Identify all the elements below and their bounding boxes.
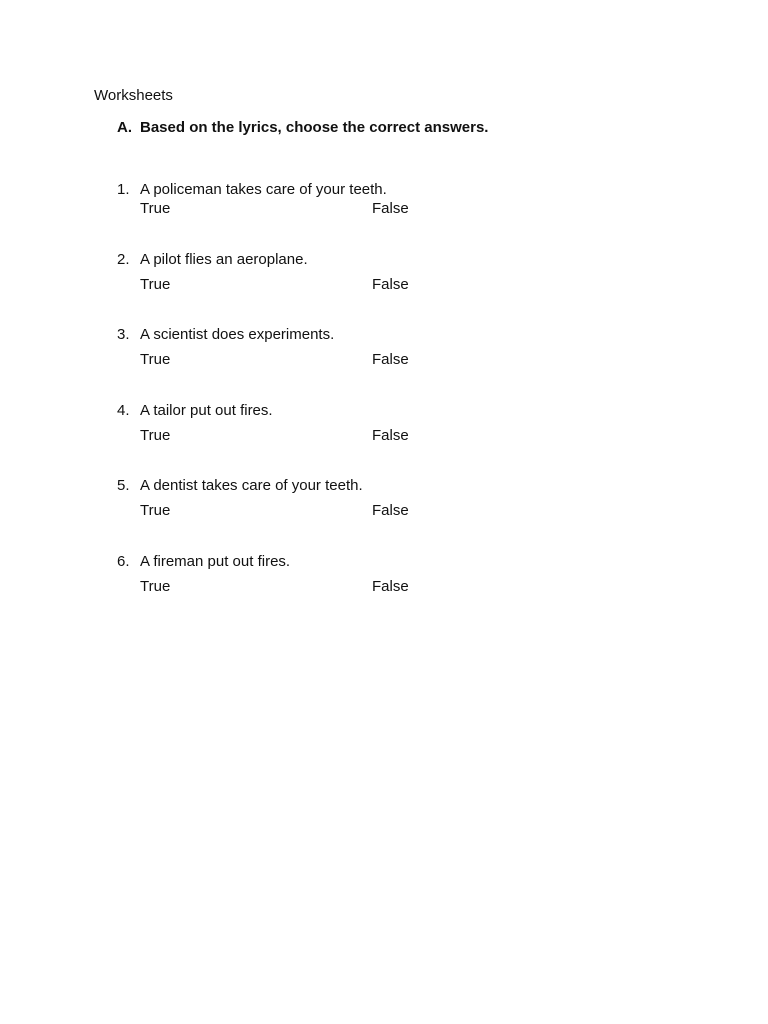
- question-text: A scientist does experiments.: [140, 326, 335, 343]
- option-false[interactable]: False: [372, 427, 409, 444]
- question-line: [117, 477, 363, 495]
- question-line: [117, 402, 273, 420]
- option-true[interactable]: True: [140, 200, 171, 217]
- question-line: [117, 251, 308, 269]
- question-number: 4.: [117, 402, 130, 419]
- option-true[interactable]: True: [140, 351, 171, 368]
- option-true[interactable]: True: [140, 578, 171, 595]
- question-item: [117, 326, 409, 369]
- question-item: [117, 251, 409, 294]
- question-text: A policeman takes care of your teeth.: [140, 181, 387, 198]
- answer-options: [117, 427, 409, 445]
- option-false[interactable]: False: [372, 351, 409, 368]
- question-item: [117, 402, 409, 445]
- question-number: 1.: [117, 181, 130, 198]
- answer-options: [117, 578, 409, 596]
- instruction-text: Based on the lyrics, choose the correct answers.: [140, 119, 489, 136]
- question-number: 2.: [117, 251, 130, 268]
- answer-options: [117, 276, 409, 294]
- question-item: [117, 553, 409, 596]
- answer-options: [117, 502, 409, 520]
- question-number: 5.: [117, 477, 130, 494]
- question-text: A tailor put out fires.: [140, 402, 273, 419]
- page-title: Worksheets: [94, 87, 173, 104]
- section-letter: A.: [117, 119, 132, 136]
- question-text: A dentist takes care of your teeth.: [140, 477, 363, 494]
- answer-options: [117, 200, 409, 218]
- question-text: A fireman put out fires.: [140, 553, 291, 570]
- answer-options: [117, 351, 409, 369]
- option-false[interactable]: False: [372, 502, 409, 519]
- option-true[interactable]: True: [140, 427, 171, 444]
- section-instruction: [117, 119, 488, 137]
- question-text: A pilot flies an aeroplane.: [140, 251, 308, 268]
- option-false[interactable]: False: [372, 200, 409, 217]
- option-false[interactable]: False: [372, 276, 409, 293]
- option-true[interactable]: True: [140, 502, 171, 519]
- question-line: [117, 553, 290, 571]
- option-false[interactable]: False: [372, 578, 409, 595]
- option-true[interactable]: True: [140, 276, 171, 293]
- question-item: [117, 477, 409, 520]
- question-number: 3.: [117, 326, 130, 343]
- question-line: [117, 326, 334, 344]
- question-item: [117, 181, 409, 218]
- question-number: 6.: [117, 553, 130, 570]
- question-line: [117, 181, 387, 199]
